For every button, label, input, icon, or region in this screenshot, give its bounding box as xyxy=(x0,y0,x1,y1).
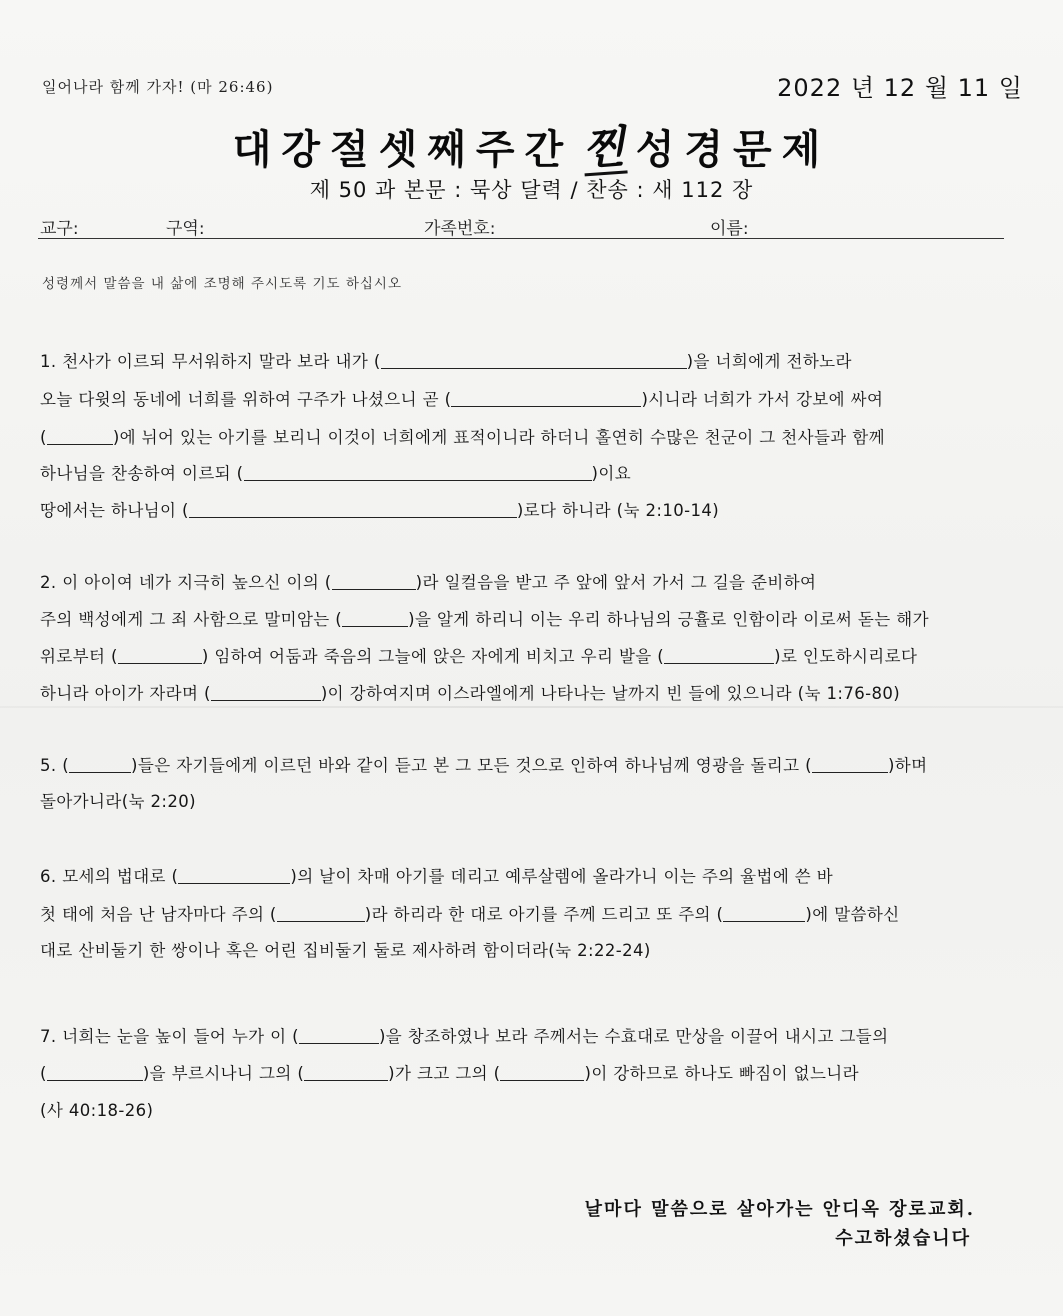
answer-blank[interactable] xyxy=(244,464,592,481)
answer-blank[interactable] xyxy=(381,352,687,369)
info-fields xyxy=(38,212,1004,239)
answer-blank[interactable] xyxy=(211,684,321,701)
q6-line-1: 6. 모세의 법대로 ( )의 날이 차매 아기를 데리고 예루살렘에 올라가니 이는 주의 율법에 쓴 바 xyxy=(40,867,834,886)
closing-line-1: 날마다 말씀으로 살아가는 안디옥 장로교회. xyxy=(584,1199,975,1220)
date: 2022 년 12 월 11 일 xyxy=(777,74,1023,102)
answer-blank[interactable] xyxy=(812,756,888,773)
answer-blank[interactable] xyxy=(664,647,774,664)
title-handwritten-mark: 찐 xyxy=(581,121,628,176)
answer-blank[interactable] xyxy=(342,610,408,627)
closing-line-2: 수고하셨습니다 xyxy=(835,1228,971,1249)
zone-label: 구역: xyxy=(166,219,205,239)
answer-blank[interactable] xyxy=(500,1064,584,1081)
q1-line-1: 1. 천사가 이르되 무서워하지 말라 보라 내가 ( )을 너희에게 전하노라 xyxy=(40,352,852,371)
district-label: 교구: xyxy=(40,219,79,239)
title-part-2: 성경문제 xyxy=(635,127,831,173)
q2-line-2: 주의 백성에게 그 죄 사함으로 말미암는 ( )을 알게 하리니 이는 우리 하나님의 긍휼로 인함이라 이로써 돋는 해가 xyxy=(40,610,929,629)
q7-line-2: ( )을 부르시나니 그의 ( )가 크고 그의 ( )이 강하므로 하나도 빠짐이 없느니라 xyxy=(40,1064,859,1083)
answer-blank[interactable] xyxy=(451,390,641,407)
answer-blank[interactable] xyxy=(47,428,113,445)
q2-line-3: 위로부터 ( ) 임하여 어둠과 죽음의 그늘에 앉은 자에게 비치고 우리 발을 ( )로 인도하시리로다 xyxy=(40,647,918,666)
answer-blank[interactable] xyxy=(299,1027,379,1044)
answer-blank[interactable] xyxy=(332,573,416,590)
q7-line-1: 7. 너희는 눈을 높이 들어 누가 이 ( )을 창조하였나 보라 주께서는 수효대로 만상을 이끌어 내시고 그들의 xyxy=(40,1027,889,1046)
answer-blank[interactable] xyxy=(277,905,365,922)
q6-line-2: 첫 태에 처음 난 남자마다 주의 ( )라 하리라 한 대로 아기를 주께 드리고 또 주의 ( )에 말씀하신 xyxy=(40,905,900,924)
answer-blank[interactable] xyxy=(178,867,290,884)
q1-line-5: 땅에서는 하나님이 ( )로다 하니라 (눅 2:10-14) xyxy=(40,501,720,520)
answer-blank[interactable] xyxy=(118,647,202,664)
answer-blank[interactable] xyxy=(723,905,805,922)
title-part-1: 대강절셋째주간 xyxy=(232,127,574,173)
motto: 일어나라 함께 가자! (마 26:46) xyxy=(42,78,274,96)
name-label: 이름: xyxy=(710,219,749,239)
q1-line-2: 오늘 다윗의 동네에 너희를 위하여 구주가 나셨으니 곧 ( )시니라 너희가 가서 강보에 싸여 xyxy=(40,390,884,409)
answer-blank[interactable] xyxy=(47,1064,143,1081)
prayer-instruction: 성령께서 말씀을 내 삶에 조명해 주시도록 기도 하십시오 xyxy=(42,276,402,292)
q5-line-2: 돌아가니라(눅 2:20) xyxy=(40,792,197,811)
family-number-label: 가족번호: xyxy=(424,219,496,239)
answer-blank[interactable] xyxy=(189,501,517,518)
lesson-subtitle: 제 50 과 본문 : 묵상 달력 / 찬송 : 새 112 장 xyxy=(309,178,754,202)
q1-line-3: ( )에 뉘어 있는 아기를 보리니 이것이 너희에게 표적이니라 하더니 홀연히 수많은 천군이 그 천사들과 함께 xyxy=(40,428,885,447)
worksheet-title xyxy=(0,118,1063,175)
q7-line-3: (사 40:18-26) xyxy=(40,1101,154,1120)
q6-line-3: 대로 산비둘기 한 쌍이나 혹은 어린 집비둘기 둘로 제사하려 함이더라(눅 2:22-24) xyxy=(40,941,651,960)
answer-blank[interactable] xyxy=(304,1064,388,1081)
q2-line-4: 하니라 아이가 자라며 ( )이 강하여지며 이스라엘에게 나타나는 날까지 빈 들에 있으니라 (눅 1:76-80) xyxy=(40,684,901,703)
q1-line-4: 하나님을 찬송하여 이르되 ( )이요 xyxy=(40,464,632,483)
q5-line-1: 5. ( )들은 자기들에게 이르던 바와 같이 듣고 본 그 모든 것으로 인하여 하나님께 영광을 돌리고 ( )하며 xyxy=(40,756,928,775)
paper-fold-line xyxy=(0,706,1063,708)
q2-line-1: 2. 이 아이여 네가 지극히 높으신 이의 ( )라 일컬음을 받고 주 앞에 앞서 가서 그 길을 준비하여 xyxy=(40,573,817,592)
answer-blank[interactable] xyxy=(69,756,131,773)
